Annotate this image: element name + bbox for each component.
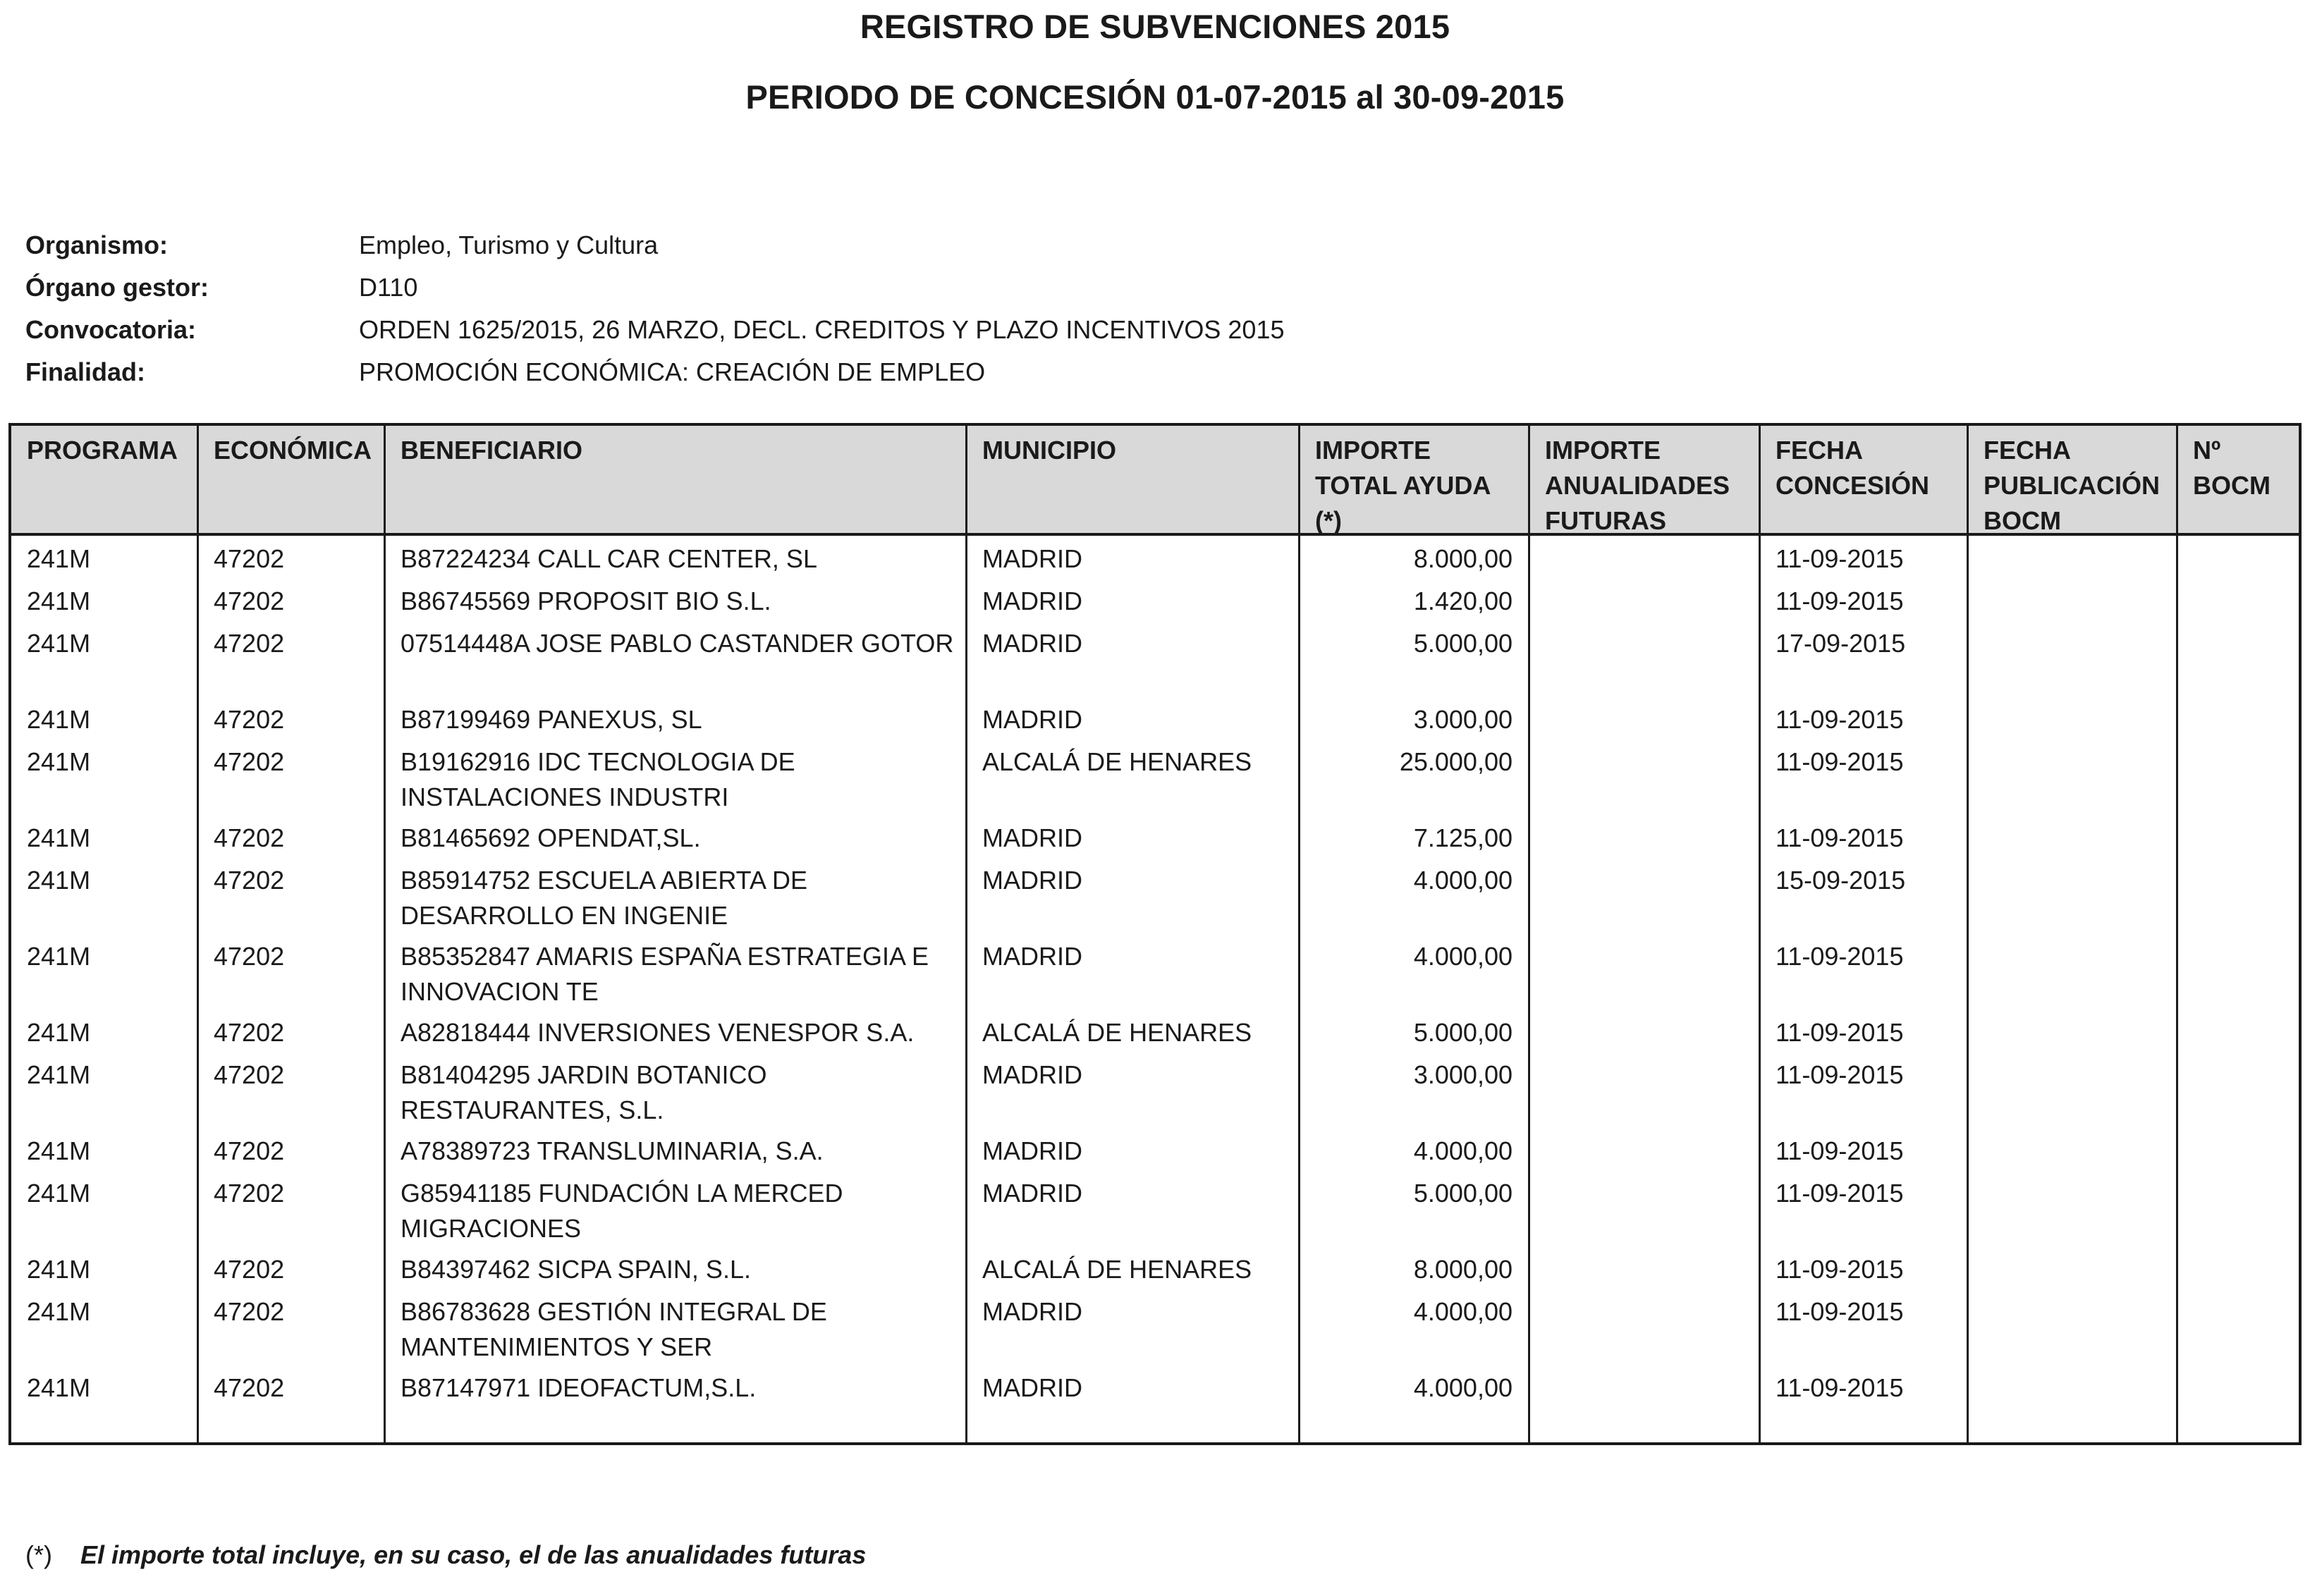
cell-beneficiario: B87224234 CALL CAR CENTER, SL	[401, 544, 817, 573]
column-divider	[197, 426, 199, 1442]
cell-programa: 241M	[27, 1136, 91, 1165]
column-divider	[1759, 426, 1761, 1442]
cell-municipio: MADRID	[982, 629, 1082, 658]
cell-beneficiario: A82818444 INVERSIONES VENESPOR S.A.	[401, 1018, 915, 1047]
column-header-anualidades: IMPORTE ANUALIDADES FUTURAS	[1545, 436, 1730, 535]
table-header	[11, 426, 2299, 536]
cell-programa: 241M	[27, 1297, 91, 1326]
cell-programa: 241M	[27, 587, 91, 615]
cell-municipio: MADRID	[982, 1136, 1082, 1165]
table-row	[11, 536, 2299, 578]
cell-fecha: 11-09-2015	[1776, 1136, 1904, 1165]
meta-row-organo-gestor	[25, 266, 1285, 309]
cell-programa: 241M	[27, 823, 91, 852]
cell-fecha: 11-09-2015	[1776, 1060, 1904, 1089]
column-header-importe: IMPORTE TOTAL AYUDA (*)	[1315, 436, 1491, 535]
cell-fecha: 11-09-2015	[1776, 1255, 1904, 1284]
cell-fecha: 11-09-2015	[1776, 544, 1904, 573]
cell-programa: 241M	[27, 942, 91, 971]
cell-municipio: MADRID	[982, 1179, 1082, 1208]
cell-programa: 241M	[27, 629, 91, 658]
cell-importe: 5.000,00	[1413, 1018, 1512, 1047]
cell-beneficiario: B85352847 AMARIS ESPAÑA ESTRATEGIA E INNOVACION TE	[401, 942, 929, 1006]
cell-importe: 3.000,00	[1413, 705, 1512, 734]
cell-importe: 4.000,00	[1413, 1373, 1512, 1402]
page-subtitle: PERIODO DE CONCESIÓN 01-07-2015 al 30-09-2015	[745, 78, 1565, 116]
column-header-municipio: MUNICIPIO	[982, 436, 1117, 465]
cell-economica: 47202	[214, 1018, 285, 1047]
cell-economica: 47202	[214, 942, 285, 971]
meta-label: Finalidad:	[25, 357, 145, 386]
cell-beneficiario: B85914752 ESCUELA ABIERTA DE DESARROLLO EN INGENIE	[401, 866, 808, 930]
cell-economica: 47202	[214, 1179, 285, 1208]
table-body	[11, 536, 2299, 1407]
metadata-block	[25, 224, 1285, 393]
table-row	[11, 1246, 2299, 1289]
cell-municipio: MADRID	[982, 1060, 1082, 1089]
cell-fecha: 11-09-2015	[1776, 705, 1904, 734]
cell-beneficiario: A78389723 TRANSLUMINARIA, S.A.	[401, 1136, 824, 1165]
cell-municipio: MADRID	[982, 1297, 1082, 1326]
column-divider	[1967, 426, 1969, 1442]
cell-programa: 241M	[27, 1373, 91, 1402]
cell-economica: 47202	[214, 1255, 285, 1284]
cell-economica: 47202	[214, 747, 285, 776]
cell-municipio: ALCALÁ DE HENARES	[982, 1255, 1252, 1284]
cell-fecha: 11-09-2015	[1776, 823, 1904, 852]
cell-beneficiario: B87199469 PANEXUS, SL	[401, 705, 702, 734]
cell-beneficiario: 07514448A JOSE PABLO CASTANDER GOTOR	[401, 629, 954, 658]
cell-programa: 241M	[27, 544, 91, 573]
cell-economica: 47202	[214, 705, 285, 734]
cell-economica: 47202	[214, 1297, 285, 1326]
column-divider	[965, 426, 967, 1442]
cell-fecha: 15-09-2015	[1776, 866, 1906, 895]
cell-programa: 241M	[27, 705, 91, 734]
column-divider	[1528, 426, 1530, 1442]
table-row	[11, 857, 2299, 933]
cell-beneficiario: B81465692 OPENDAT,SL.	[401, 823, 701, 852]
table-row	[11, 815, 2299, 857]
meta-label: Convocatoria:	[25, 315, 197, 344]
cell-municipio: ALCALÁ DE HENARES	[982, 1018, 1252, 1047]
cell-fecha: 11-09-2015	[1776, 1179, 1904, 1208]
cell-beneficiario: B19162916 IDC TECNOLOGIA DE INSTALACIONES INDUSTRI	[401, 747, 795, 811]
table-row	[11, 933, 2299, 1009]
meta-value: Empleo, Turismo y Cultura	[359, 231, 659, 259]
meta-value: ORDEN 1625/2015, 26 MARZO, DECL. CREDITOS Y PLAZO INCENTIVOS 2015	[359, 315, 1285, 344]
cell-beneficiario: B84397462 SICPA SPAIN, S.L.	[401, 1255, 751, 1284]
column-header-economica: ECONÓMICA	[214, 436, 372, 465]
cell-beneficiario: B87147971 IDEOFACTUM,S.L.	[401, 1373, 757, 1402]
cell-importe: 5.000,00	[1413, 1179, 1512, 1208]
cell-programa: 241M	[27, 1179, 91, 1208]
cell-economica: 47202	[214, 866, 285, 895]
cell-beneficiario: G85941185 FUNDACIÓN LA MERCED MIGRACIONES	[401, 1179, 843, 1243]
cell-programa: 241M	[27, 866, 91, 895]
footnote-text: El importe total incluye, en su caso, el de las anualidades futuras	[80, 1540, 867, 1569]
cell-beneficiario: B86783628 GESTIÓN INTEGRAL DE MANTENIMIENTOS Y SER	[401, 1297, 827, 1361]
table-row	[11, 578, 2299, 620]
cell-importe: 1.420,00	[1413, 587, 1512, 615]
footnote	[25, 1540, 866, 1570]
meta-row-convocatoria	[25, 309, 1285, 351]
cell-programa: 241M	[27, 747, 91, 776]
cell-economica: 47202	[214, 544, 285, 573]
meta-row-organismo	[25, 224, 1285, 266]
cell-programa: 241M	[27, 1060, 91, 1089]
cell-economica: 47202	[214, 587, 285, 615]
table-row	[11, 1009, 2299, 1052]
meta-label: Órgano gestor:	[25, 273, 209, 302]
column-header-beneficiario: BENEFICIARIO	[401, 436, 583, 465]
cell-importe: 4.000,00	[1413, 942, 1512, 971]
table-row	[11, 620, 2299, 696]
table-row	[11, 739, 2299, 815]
cell-economica: 47202	[214, 1136, 285, 1165]
cell-municipio: ALCALÁ DE HENARES	[982, 747, 1252, 776]
cell-municipio: MADRID	[982, 823, 1082, 852]
column-divider	[1298, 426, 1300, 1442]
table-row	[11, 1170, 2299, 1246]
cell-importe: 4.000,00	[1413, 1136, 1512, 1165]
cell-programa: 241M	[27, 1018, 91, 1047]
cell-importe: 4.000,00	[1413, 866, 1512, 895]
subsidies-table	[8, 423, 2302, 1445]
column-header-publicacion: FECHA PUBLICACIÓN BOCM	[1984, 436, 2160, 535]
footnote-mark: (*)	[25, 1540, 52, 1569]
page-title: REGISTRO DE SUBVENCIONES 2015	[860, 8, 1450, 45]
cell-economica: 47202	[214, 629, 285, 658]
cell-municipio: MADRID	[982, 587, 1082, 615]
cell-importe: 8.000,00	[1413, 1255, 1512, 1284]
table-row	[11, 696, 2299, 739]
cell-municipio: MADRID	[982, 1373, 1082, 1402]
cell-importe: 3.000,00	[1413, 1060, 1512, 1089]
cell-municipio: MADRID	[982, 866, 1082, 895]
cell-fecha: 11-09-2015	[1776, 1373, 1904, 1402]
cell-importe: 8.000,00	[1413, 544, 1512, 573]
cell-importe: 4.000,00	[1413, 1297, 1512, 1326]
cell-municipio: MADRID	[982, 544, 1082, 573]
column-header-bocm: Nº BOCM	[2193, 436, 2271, 500]
cell-beneficiario: B81404295 JARDIN BOTANICO RESTAURANTES, S.L.	[401, 1060, 767, 1124]
meta-value: PROMOCIÓN ECONÓMICA: CREACIÓN DE EMPLEO	[359, 357, 986, 386]
table-row	[11, 1289, 2299, 1365]
cell-fecha: 17-09-2015	[1776, 629, 1906, 658]
table-row	[11, 1365, 2299, 1407]
column-divider	[384, 426, 386, 1442]
cell-fecha: 11-09-2015	[1776, 1297, 1904, 1326]
column-header-programa: PROGRAMA	[27, 436, 178, 465]
cell-fecha: 11-09-2015	[1776, 1018, 1904, 1047]
cell-municipio: MADRID	[982, 942, 1082, 971]
meta-value: D110	[359, 273, 418, 302]
cell-fecha: 11-09-2015	[1776, 587, 1904, 615]
cell-importe: 25.000,00	[1399, 747, 1512, 776]
cell-programa: 241M	[27, 1255, 91, 1284]
cell-fecha: 11-09-2015	[1776, 942, 1904, 971]
cell-importe: 7.125,00	[1413, 823, 1512, 852]
cell-beneficiario: B86745569 PROPOSIT BIO S.L.	[401, 587, 771, 615]
cell-municipio: MADRID	[982, 705, 1082, 734]
table-row	[11, 1128, 2299, 1170]
cell-economica: 47202	[214, 1060, 285, 1089]
meta-label: Organismo:	[25, 231, 169, 259]
table-row	[11, 1052, 2299, 1128]
cell-economica: 47202	[214, 1373, 285, 1402]
meta-row-finalidad	[25, 351, 1285, 393]
cell-fecha: 11-09-2015	[1776, 747, 1904, 776]
cell-economica: 47202	[214, 823, 285, 852]
column-header-fecha: FECHA CONCESIÓN	[1776, 436, 1930, 500]
cell-importe: 5.000,00	[1413, 629, 1512, 658]
column-divider	[2176, 426, 2178, 1442]
